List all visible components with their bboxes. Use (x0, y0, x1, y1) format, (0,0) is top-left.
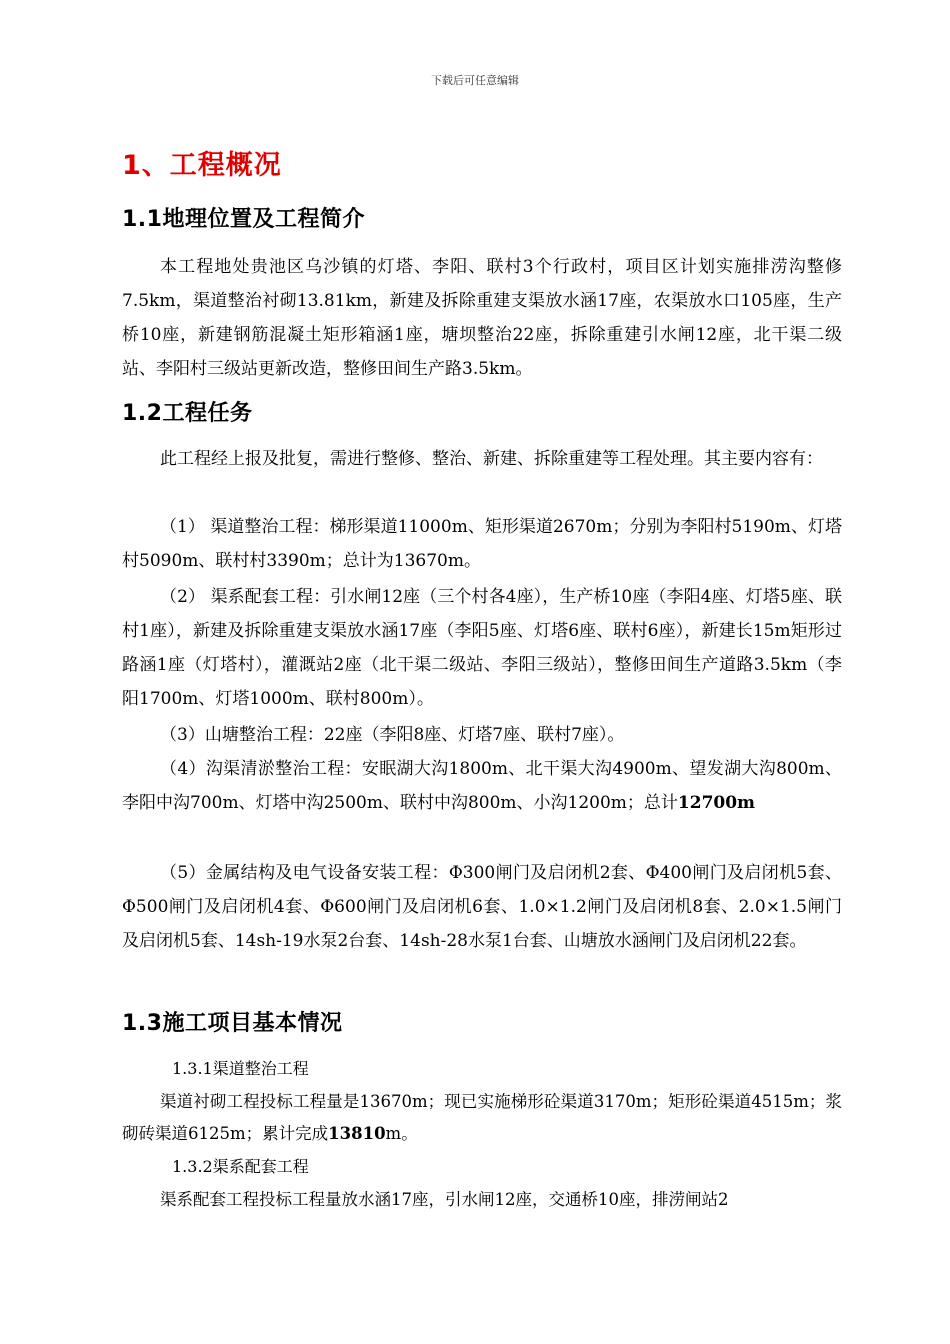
section-1-1-heading: 1.1地理位置及工程简介 (122, 207, 365, 232)
task-item-4 (122, 752, 842, 820)
task-item-1: （1） 渠道整治工程：梯形渠道11000m、矩形渠道2670m；分别为李阳村5190m、灯塔村5090m、联村村3390m；总计为13670m。 (122, 517, 842, 571)
section-1-1-paragraph: 本工程地处贵池区乌沙镇的灯塔、李阳、联村3个行政村，项目区计划实施排涝沟整修7.5km，渠道整治衬砌13.81km，新建及拆除重建支渠放水涵17座，农渠放水口105座，生产桥10座，新建钢筋混凝土矩形箱涵1座，塘坝整治22座，拆除重建引水闸12座，北干渠二级站、李阳村三级站更新改造，整修田间生产路3.5km。 (122, 257, 842, 379)
section-1-2-intro: 此工程经上报及批复，需进行整修、整治、新建、拆除重建等工程处理。其主要内容有： (160, 449, 823, 469)
task-item-5: （5）金属结构及电气设备安装工程：Φ300闸门及启闭机2套、Φ400闸门及启闭机5套、Φ500闸门及启闭机4套、Φ600闸门及启闭机6套、1.0×1.2闸门及启闭机8套、2.0×1.5闸门及启闭机5套、14sh-19水泵2台套、14sh-28水泵1台套、山塘放水涵闸门及启闭机22套。 (122, 863, 842, 951)
section-1-2-heading: 1.2工程任务 (122, 401, 253, 426)
channel-lining-total: 13810 (328, 1124, 386, 1143)
chapter-heading: 1、工程概况 (122, 150, 282, 181)
task-item-2: （2） 渠系配套工程：引水闸12座（三个村各4座），生产桥10座（李阳4座、灯塔5座、联村1座），新建及拆除重建支渠放水涵17座（李阳5座、灯塔6座、联村6座），新建长15m矩形过路涵1座（灯塔村），灌溉站2座（北干渠二级站、李阳三级站），整修田间生产道路3.5km（李阳1700m、灯塔1000m、联村800m）。 (122, 587, 842, 709)
subsection-1-3-2-paragraph: 渠系配套工程投标工程量放水涵17座，引水闸12座，交通桥10座，排涝闸站2 (160, 1190, 729, 1209)
task-item-3: （3）山塘整治工程：22座（李阳8座、灯塔7座、联村7座）。 (160, 725, 625, 745)
task-item-4-text: （4）沟渠清淤整治工程：安眠湖大沟1800m、北干渠大沟4900m、望发湖大沟800m、李阳中沟700m、灯塔中沟2500m、联村中沟800m、小沟1200m；总计 (122, 759, 842, 813)
channel-lining-text: 渠道衬砌工程投标工程量是13670m；现已实施梯形砼渠道3170m；矩形砼渠道4515m；浆砌砖渠道6125m；累计完成 (122, 1092, 842, 1143)
subsection-1-3-2: 1.3.2渠系配套工程 (172, 1157, 309, 1176)
subsection-1-3-1: 1.3.1渠道整治工程 (172, 1059, 309, 1078)
page-header: 下载后可任意编辑 (431, 74, 519, 87)
section-1-3-heading: 1.3施工项目基本情况 (122, 1011, 343, 1036)
subsection-1-3-1-paragraph (122, 1086, 842, 1150)
channel-lining-unit: m。 (385, 1124, 418, 1143)
task-item-4-total: 12700m (677, 793, 756, 813)
